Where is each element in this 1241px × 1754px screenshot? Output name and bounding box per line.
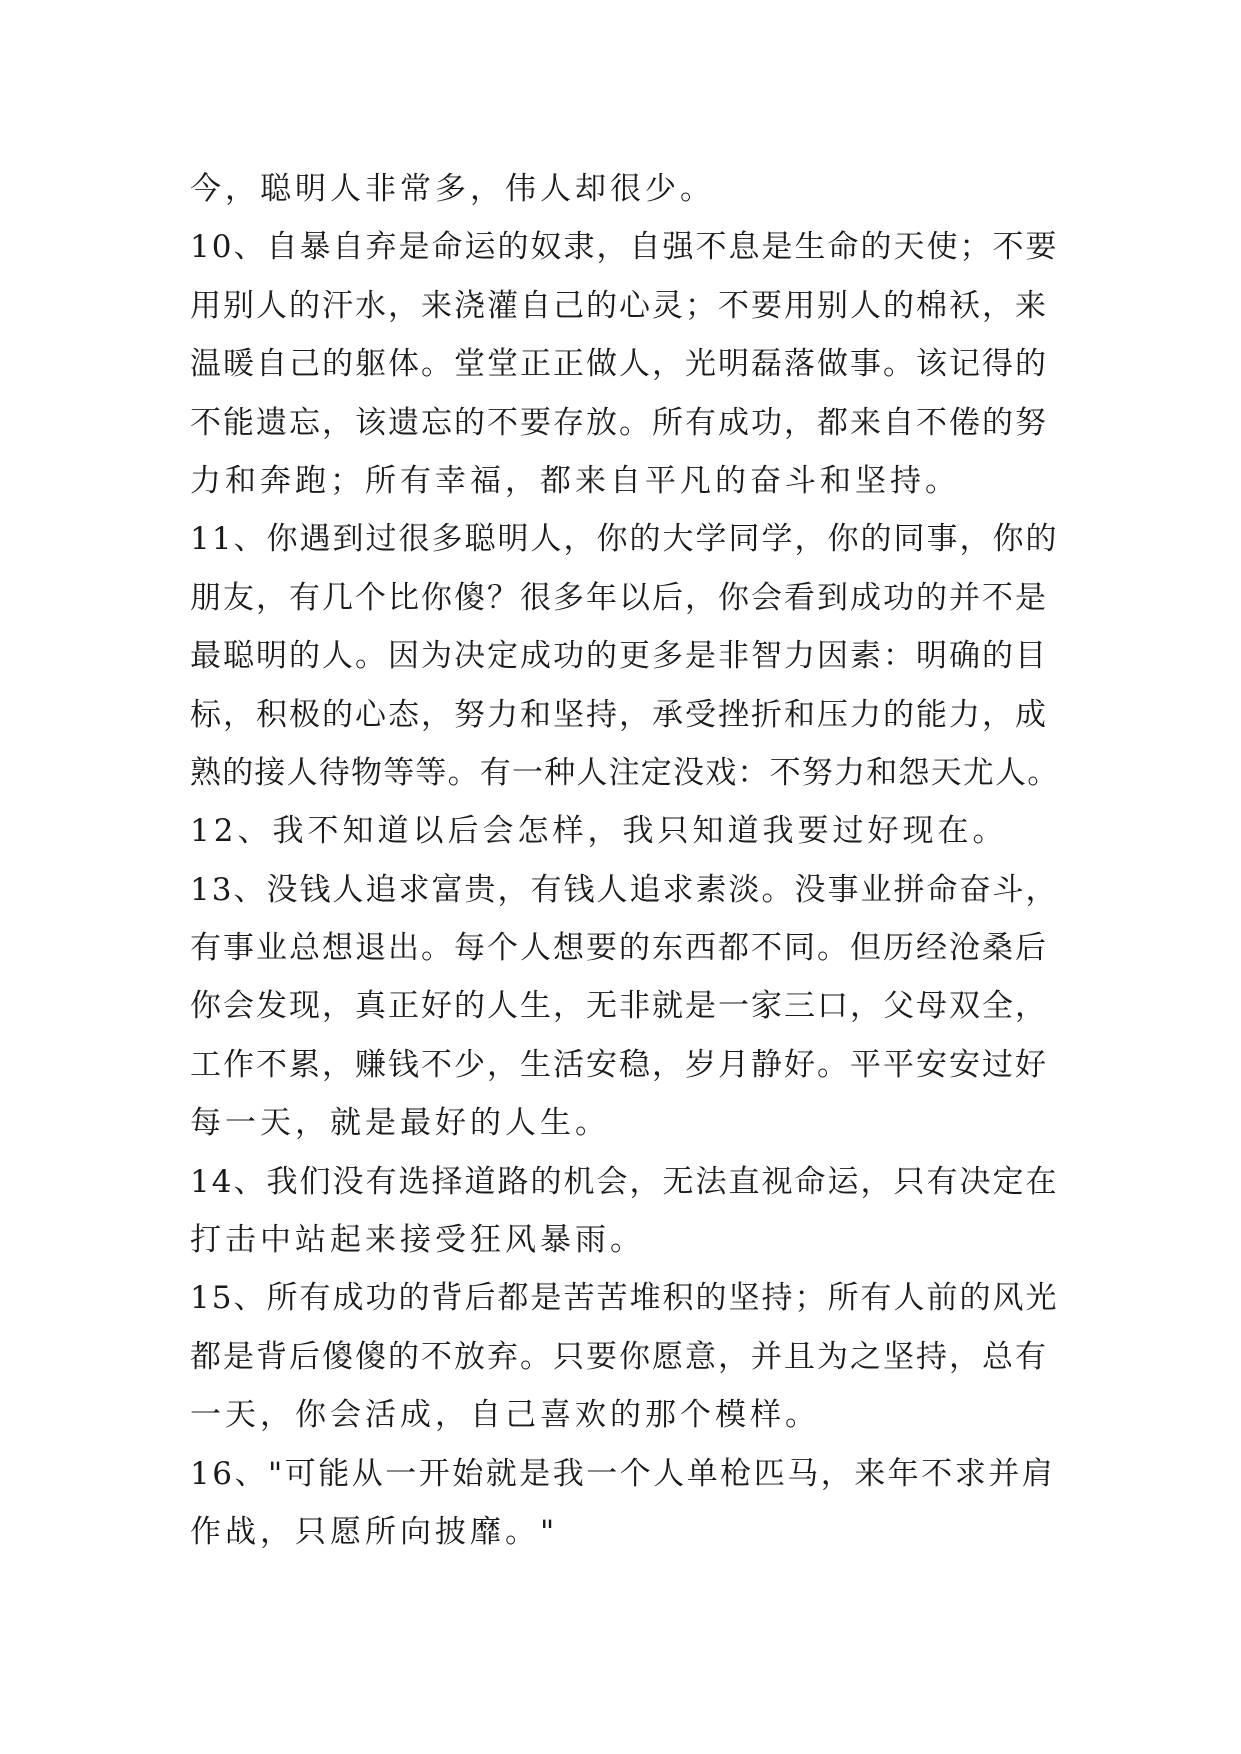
- text-line: 12、我不知道以后会怎样，我只知道我要过好现在。: [190, 813, 1008, 850]
- text-line: 14、我们没有选择道路的机会，无法直视命运，只有决定在: [190, 1163, 1059, 1200]
- text-line: 一天，你会活成，自己喜欢的那个模样。: [190, 1397, 820, 1434]
- text-line: 最聪明的人。因为决定成功的更多是非智力因素：明确的目: [190, 638, 1048, 675]
- text-line: 用别人的汗水，来浇灌自己的心灵；不要用别人的棉袄，来: [190, 287, 1048, 324]
- text-line: 力和奔跑；所有幸福，都来自平凡的奋斗和坚持。: [190, 462, 960, 499]
- text-line: 每一天，就是最好的人生。: [190, 1105, 610, 1142]
- text-line: 都是背后傻傻的不放弃。只要你愿意，并且为之坚持，总有: [190, 1338, 1048, 1375]
- text-line: 工作不累，赚钱不少，生活安稳，岁月静好。平平安安过好: [190, 1046, 1048, 1083]
- text-line: 熟的接人待物等等。有一种人注定没戏：不努力和怨天尤人。: [190, 754, 1060, 791]
- text-line: 打击中站起来接受狂风暴雨。: [190, 1222, 645, 1259]
- text-line: 标，积极的心态，努力和坚持，承受挫折和压力的能力，成: [190, 696, 1048, 733]
- text-line: 朋友，有几个比你傻？很多年以后，你会看到成功的并不是: [190, 579, 1048, 616]
- text-line: 16、"可能从一开始就是我一个人单枪匹马，来年不求并肩: [190, 1455, 1056, 1492]
- text-line: 13、没钱人追求富贵，有钱人追求素淡。没事业拼命奋斗，: [190, 871, 1059, 908]
- text-line: 不能遗忘，该遗忘的不要存放。所有成功，都来自不倦的努: [190, 404, 1048, 441]
- text-line: 10、自暴自弃是命运的奴隶，自强不息是生命的天使；不要: [190, 229, 1059, 266]
- text-line: 今，聪明人非常多，伟人却很少。: [190, 171, 715, 207]
- text-line: 你会发现，真正好的人生，无非就是一家三口，父母双全，: [190, 988, 1048, 1025]
- text-line: 有事业总想退出。每个人想要的东西都不同。但历经沧桑后: [190, 930, 1048, 967]
- text-line: 11、你遇到过很多聪明人，你的大学同学，你的同事，你的: [190, 521, 1059, 558]
- text-line: 15、所有成功的背后都是苦苦堆积的坚持；所有人前的风光: [190, 1280, 1059, 1317]
- text-line: 作战，只愿所向披靡。": [190, 1513, 559, 1550]
- text-line: 温暖自己的躯体。堂堂正正做人，光明磊落做事。该记得的: [190, 346, 1048, 383]
- document-body: [190, 160, 1060, 1561]
